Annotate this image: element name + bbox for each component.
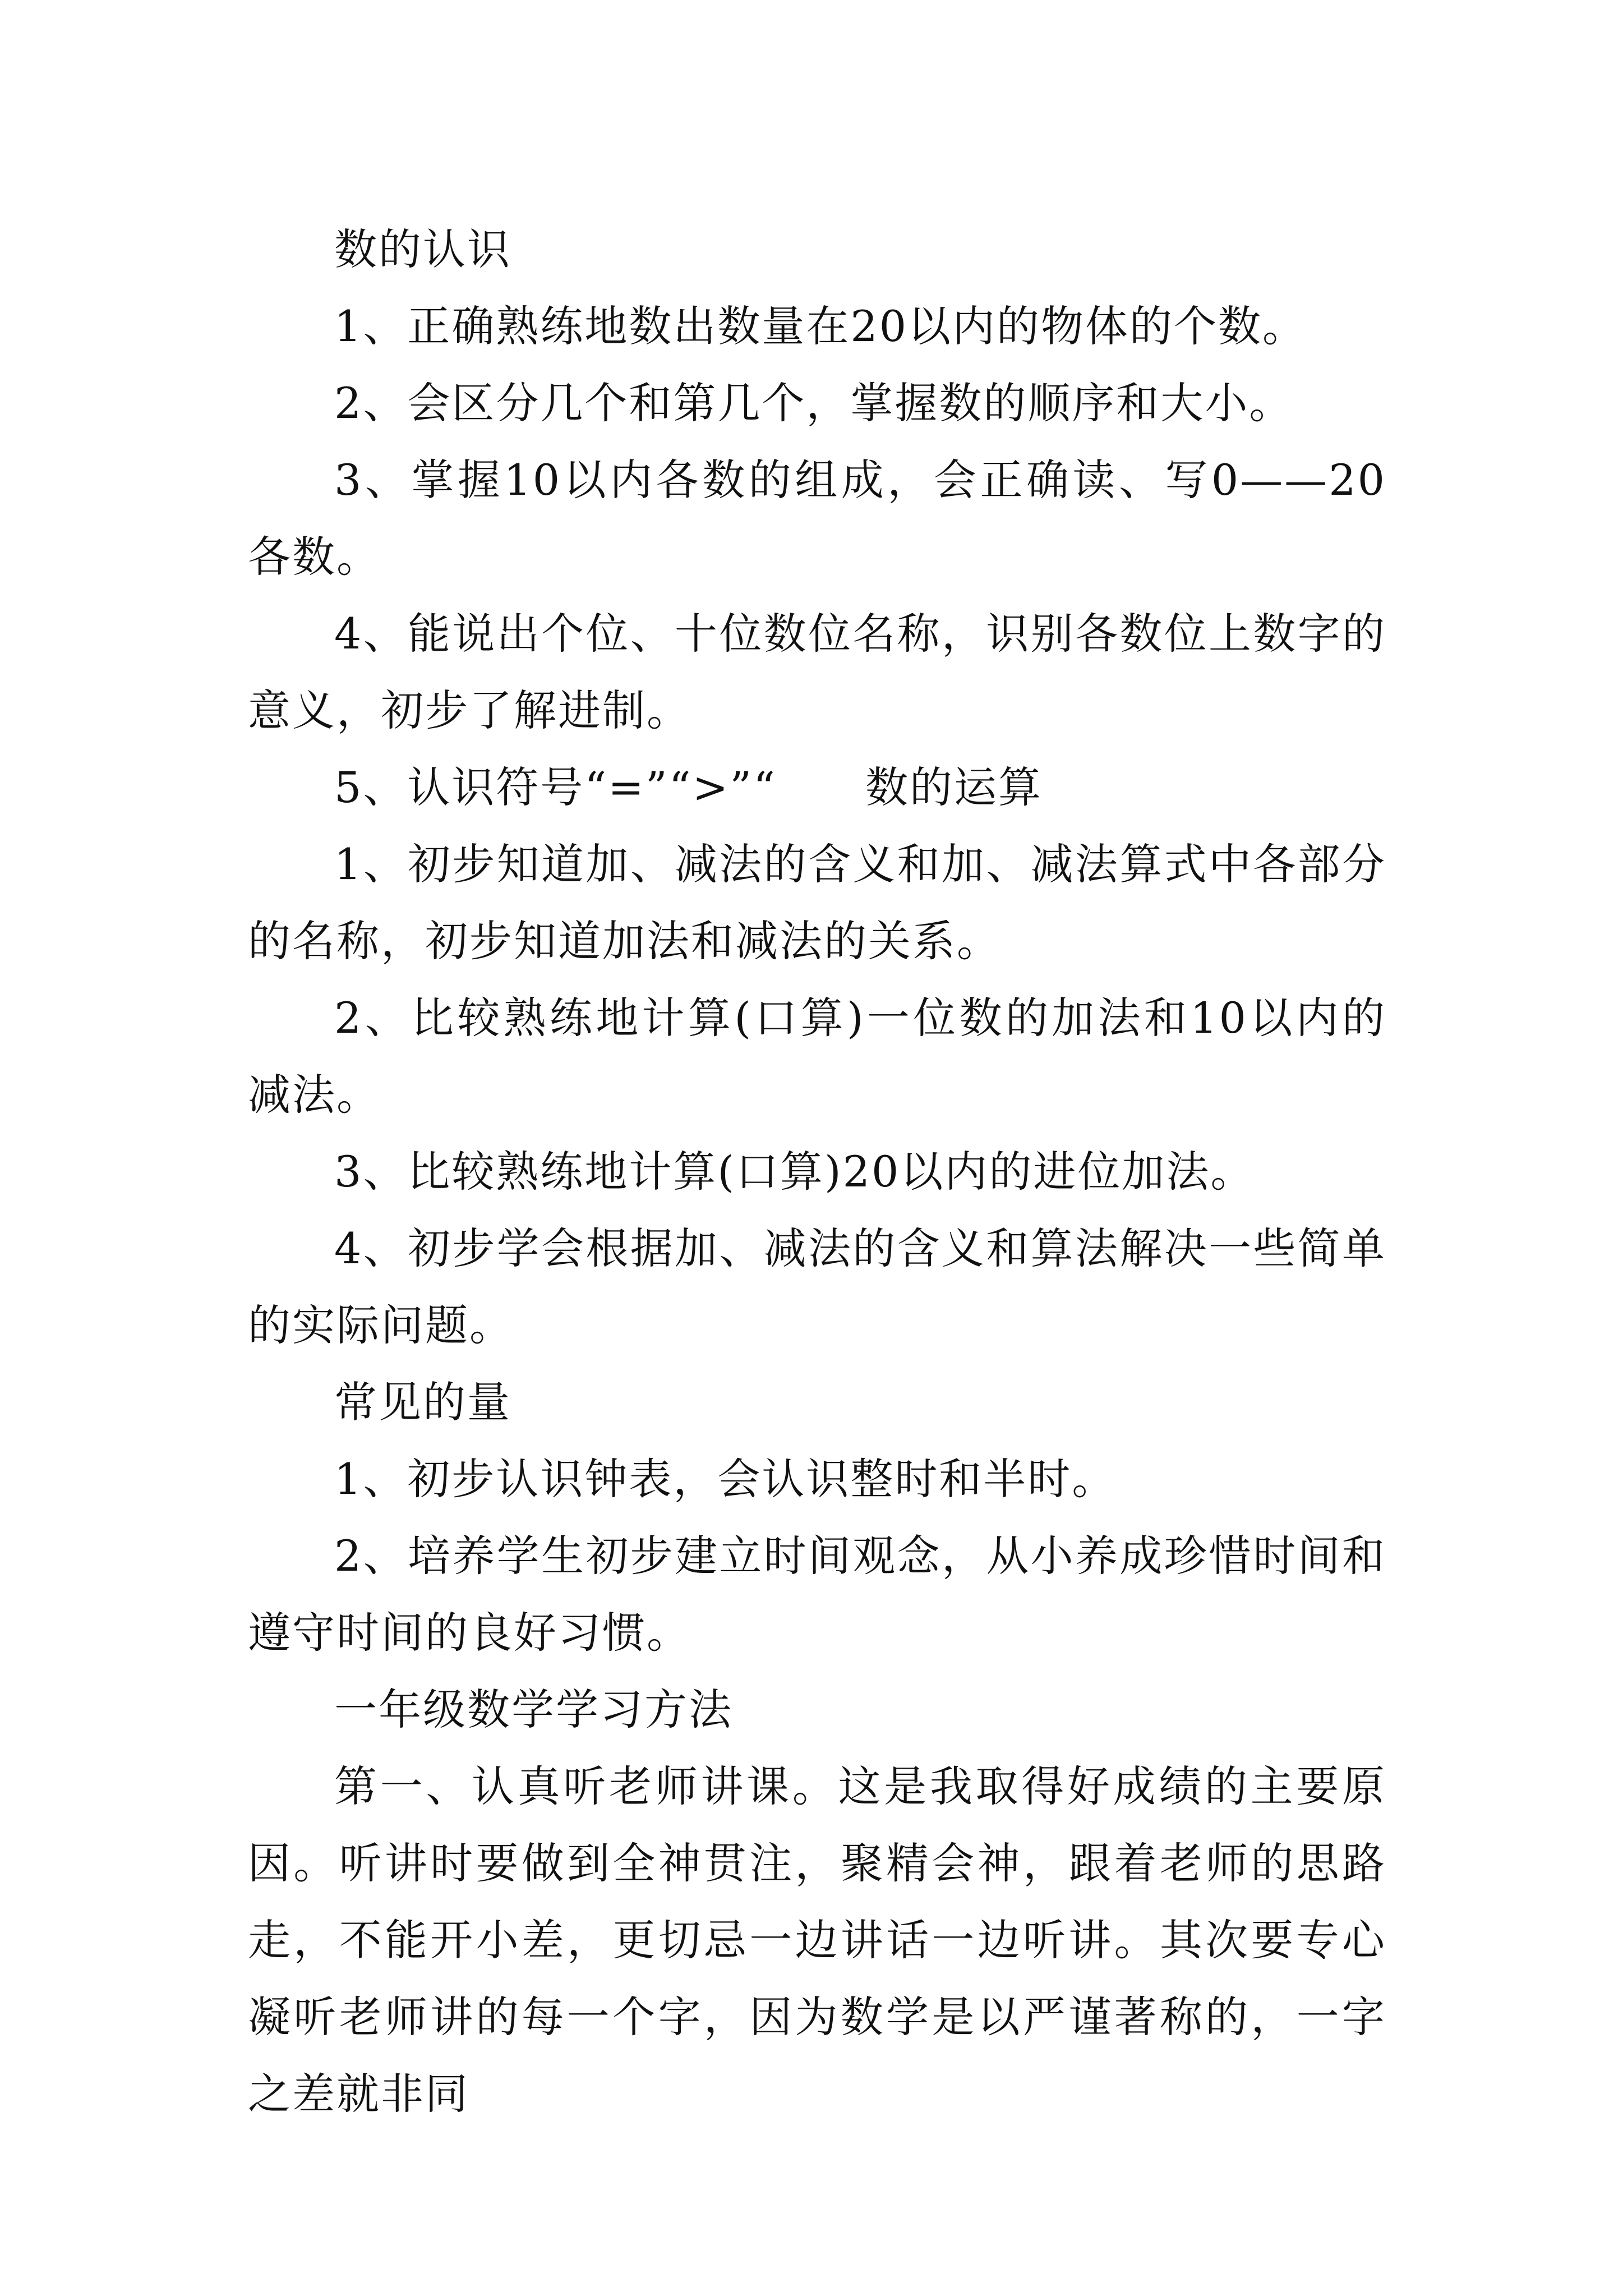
section-heading-common-quantities: 常见的量 <box>334 1377 511 1427</box>
paragraph: 3、掌握10以内各数的组成，会正确读、写0——20各数。 <box>248 455 1386 582</box>
paragraph: 4、初步学会根据加、减法的含义和算法解决一些简单的实际问题。 <box>248 1223 1386 1350</box>
section-heading-number-recognition: 数的认识 <box>334 224 511 274</box>
paragraph: 3、比较熟练地计算(口算)20以内的进位加法。 <box>334 1147 1255 1197</box>
paragraph: 2、比较熟练地计算(口算)一位数的加法和10以内的减法。 <box>248 993 1386 1120</box>
paragraph: 1、初步知道加、减法的含义和加、减法算式中各部分的名称，初步知道加法和减法的关系。 <box>248 839 1386 966</box>
paragraph: 5、认识符号“=”“>”“ 数的运算 <box>334 762 1043 812</box>
paragraph: 1、正确熟练地数出数量在20以内的物体的个数。 <box>334 301 1307 351</box>
paragraph: 4、能说出个位、十位数位名称，识别各数位上数字的意义，初步了解进制。 <box>248 609 1386 735</box>
document-body <box>248 211 1386 2132</box>
paragraph: 第一、认真听老师讲课。这是我取得好成绩的主要原因。听讲时要做到全神贯注，聚精会神，跟着老师的思路走，不能开小差，更切忌一边讲话一边听讲。其次要专心凝听老师讲的每一个字，因为数学是以严谨著称的，一字之差就非同 <box>248 1761 1386 2119</box>
paragraph: 2、培养学生初步建立时间观念，从小养成珍惜时间和遵守时间的良好习惯。 <box>248 1531 1386 1658</box>
paragraph: 1、初步认识钟表，会认识整时和半时。 <box>334 1454 1117 1504</box>
section-heading-study-methods: 一年级数学学习方法 <box>334 1685 733 1734</box>
paragraph: 2、会区分几个和第几个，掌握数的顺序和大小。 <box>334 378 1294 428</box>
